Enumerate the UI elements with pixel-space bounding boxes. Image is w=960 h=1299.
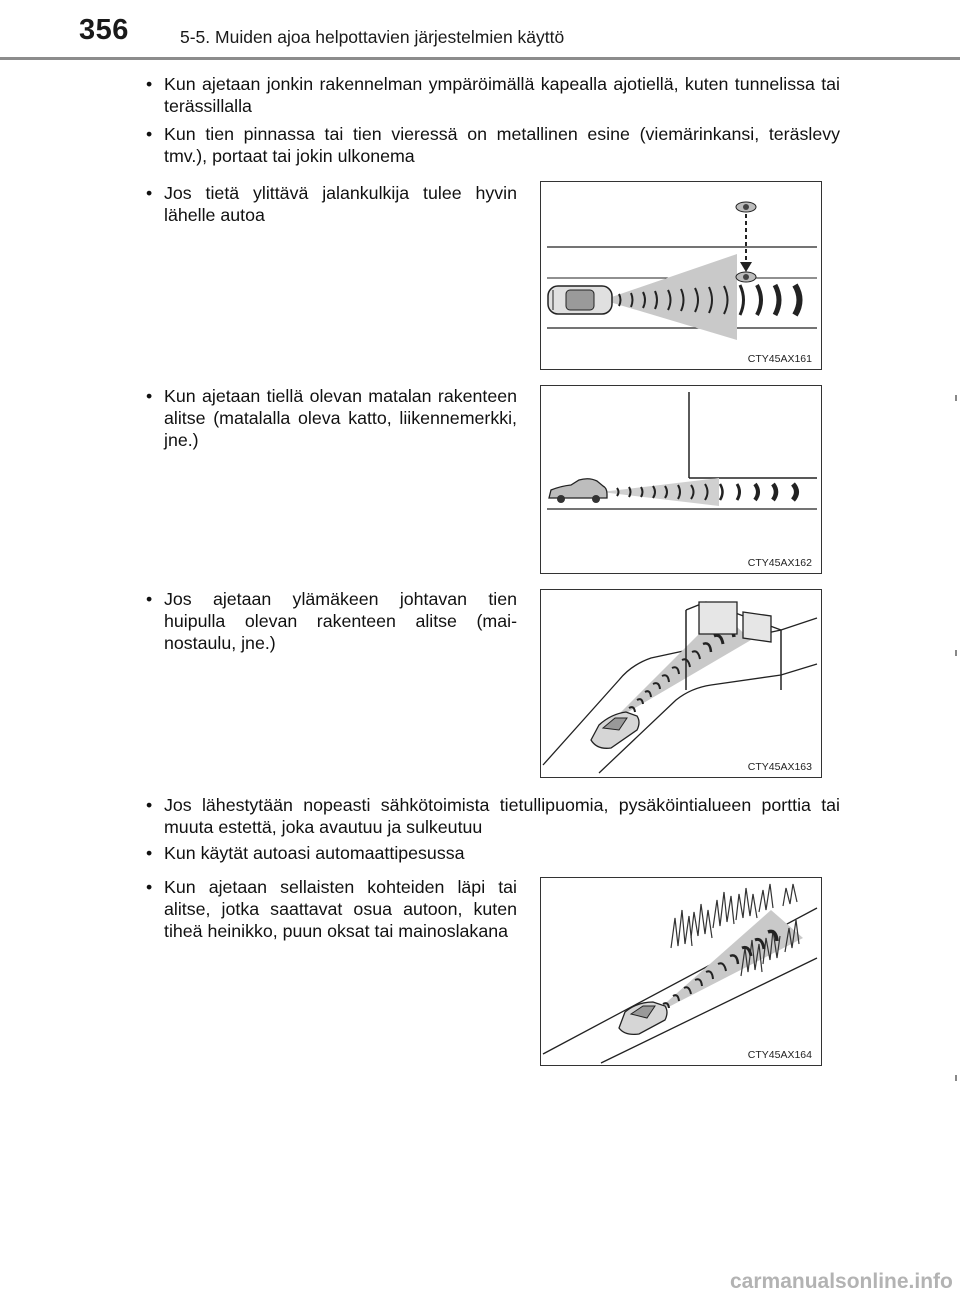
list-item	[146, 385, 517, 451]
bullet-text: Kun ajetaan tiellä olevan matalan rakenteen alitse (matalalla oleva katto, liikennemerkki, jne.)	[164, 386, 517, 450]
figure-code: CTY45AX163	[747, 761, 812, 773]
bullet-dot: •	[146, 386, 153, 406]
list-item	[146, 182, 517, 226]
page-header	[0, 0, 960, 62]
list-item	[146, 876, 517, 942]
bullet-dot: •	[146, 843, 153, 863]
page-number: 356	[79, 14, 129, 46]
bullet-dot: •	[146, 589, 153, 609]
figure-code: CTY45AX161	[747, 353, 812, 365]
figure-low-overhead-structure	[540, 385, 822, 574]
list-item	[146, 588, 517, 654]
bullet-text: Jos ajetaan ylämäkeen johtavan tien huipulla olevan rakenteen alitse (mai-nostaulu, jne.)	[164, 589, 517, 653]
list-item	[146, 842, 840, 864]
car-icon	[591, 712, 639, 748]
bullet-text: Kun käytät autoasi automaattipesussa	[164, 843, 465, 863]
bullet-dot: •	[146, 795, 153, 815]
bullet-text: Jos lähestytään nopeasti sähkötoimista tietullipuomia, pysäköintialueen porttia tai muuta estettä, joka avautuu ja sulkeutuu	[164, 795, 840, 837]
list-item	[146, 73, 840, 117]
watermark: carmanualsonline.info	[730, 1270, 953, 1293]
figure-uphill-billboard	[540, 589, 822, 778]
car-icon	[619, 1002, 667, 1034]
edge-mark	[955, 395, 957, 401]
bullet-dot: •	[146, 124, 153, 144]
figure-code: CTY45AX162	[747, 557, 812, 569]
figure-illustration	[541, 590, 821, 777]
pedestrian-icon	[736, 202, 756, 282]
section-title: 5-5. Muiden ajoa helpottavien järjestelmien käyttö	[180, 27, 565, 47]
list-item	[146, 123, 840, 167]
bullet-dot: •	[146, 877, 153, 897]
list-item	[146, 794, 840, 838]
bullet-dot: •	[146, 74, 153, 94]
figure-illustration	[541, 182, 821, 369]
edge-mark	[955, 1075, 957, 1081]
bullet-text: Kun ajetaan jonkin rakennelman ympäröimällä kapealla ajotiellä, kuten tunnelissa tai terässillalla	[164, 74, 840, 116]
figure-illustration	[541, 878, 821, 1065]
car-icon	[548, 286, 612, 314]
bullet-text: Jos tietä ylittävä jalankulkija tulee hyvin lähelle autoa	[164, 183, 517, 225]
figure-dense-vegetation	[540, 877, 822, 1066]
bullet-dot: •	[146, 183, 153, 203]
figure-pedestrian-crossing	[540, 181, 822, 370]
header-divider	[0, 57, 960, 60]
edge-mark	[955, 650, 957, 656]
car-icon	[549, 479, 607, 503]
figure-code: CTY45AX164	[747, 1049, 812, 1061]
figure-illustration	[541, 386, 821, 573]
bullet-text: Kun tien pinnassa tai tien vieressä on metallinen esine (viemärinkansi, teräslevy tmv.), portaat tai jokin ulkonema	[164, 124, 840, 166]
bullet-text: Kun ajetaan sellaisten kohteiden läpi tai alitse, jotka saattavat osua autoon, kuten tiheä heinikko, puun oksat tai mainoslakana	[164, 877, 517, 941]
